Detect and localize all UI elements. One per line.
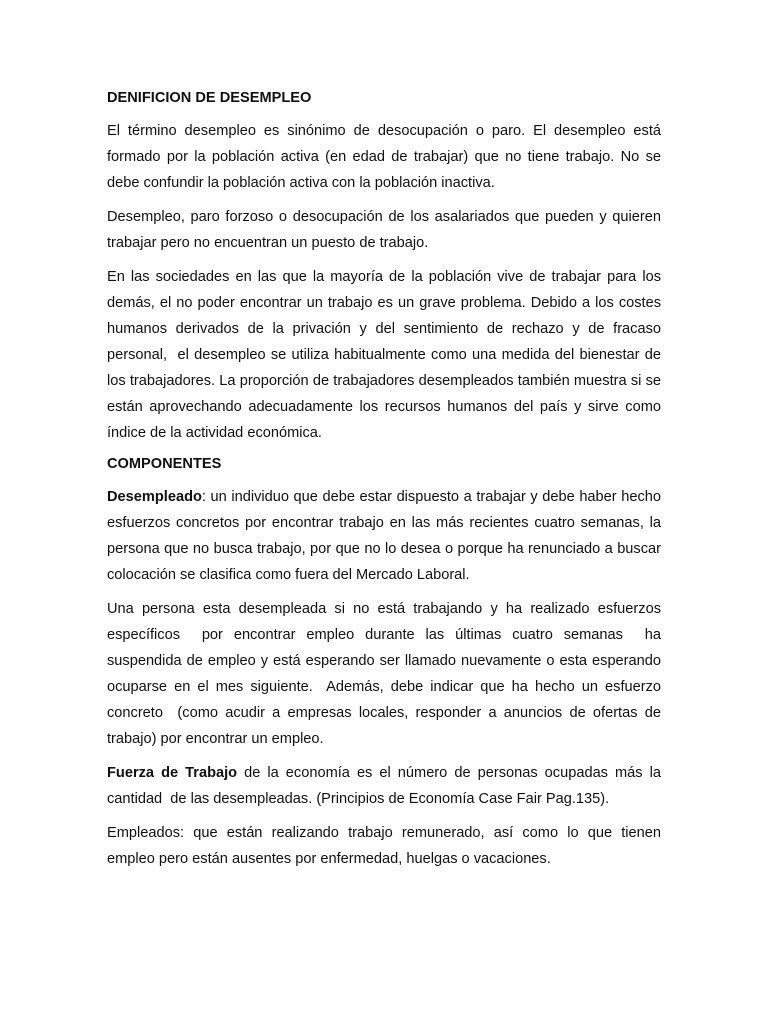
paragraph-desempleado — [107, 484, 666, 588]
section-heading-definicion: DENIFICION DE DESEMPLEO — [107, 90, 312, 106]
definition-fuerza-de-trabajo: de la economía es el número de personas ocupadas más la cantidad de las desempleadas. (Principios de Economía Case Fair Pag.135). — [107, 765, 666, 807]
paragraph-synonyms: Desempleo, paro forzoso o desocupación de los asalariados que pueden y quieren trabajar pero no encuentran un puesto de trabajo. — [107, 209, 666, 251]
paragraph-empleados: Empleados: que están realizando trabajo remunerado, así como lo que tienen empleo pero están ausentes por enfermedad, huelgas o vacaciones. — [107, 825, 666, 867]
definition-desempleado: : un individuo que debe estar dispuesto a trabajar y debe haber hecho esfuerzos concretos por encontrar trabajo en las más recientes cuatro semanas, la persona que no busca trabajo, por que no lo desea o porque ha renunciado a buscar colocación se clasifica como fuera del Mercado Laboral. — [107, 489, 666, 583]
section-heading-componentes: COMPONENTES — [107, 456, 222, 472]
paragraph-definition: El término desempleo es sinónimo de desocupación o paro. El desempleo está formado por la población activa (en edad de trabajar) que no tiene trabajo. No se debe confundir la población activa con la población inactiva. — [107, 123, 666, 191]
paragraph-fuerza-de-trabajo — [107, 760, 666, 812]
paragraph-unemployed-person: Una persona esta desempleada si no está trabajando y ha realizado esfuerzos específicos por encontrar empleo durante las últimas cuatro semanas ha suspendida de empleo y está esperando ser llamado nuevamente o esta esperando ocuparse en el mes siguiente. Además, debe indicar que ha hecho un esfuerzo concreto (como acudir a empresas locales, responder a anuncios de ofertas de trabajo) por encontrar un empleo. — [107, 601, 666, 747]
document-page — [107, 88, 666, 880]
term-fuerza-de-trabajo: Fuerza de Trabajo — [107, 765, 238, 781]
term-desempleado: Desempleado — [107, 489, 202, 505]
paragraph-social-impact: En las sociedades en las que la mayoría de la población vive de trabajar para los demás, el no poder encontrar un trabajo es un grave problema. Debido a los costes humanos derivados de la privación y del sentimiento de rechazo y de fracaso personal, el desempleo se utiliza habitualmente como una medida del bienestar de los trabajadores. La proporción de trabajadores desempleados también muestra si se están aprovechando adecuadamente los recursos humanos del país y sirve como índice de la actividad económica. — [107, 269, 666, 441]
